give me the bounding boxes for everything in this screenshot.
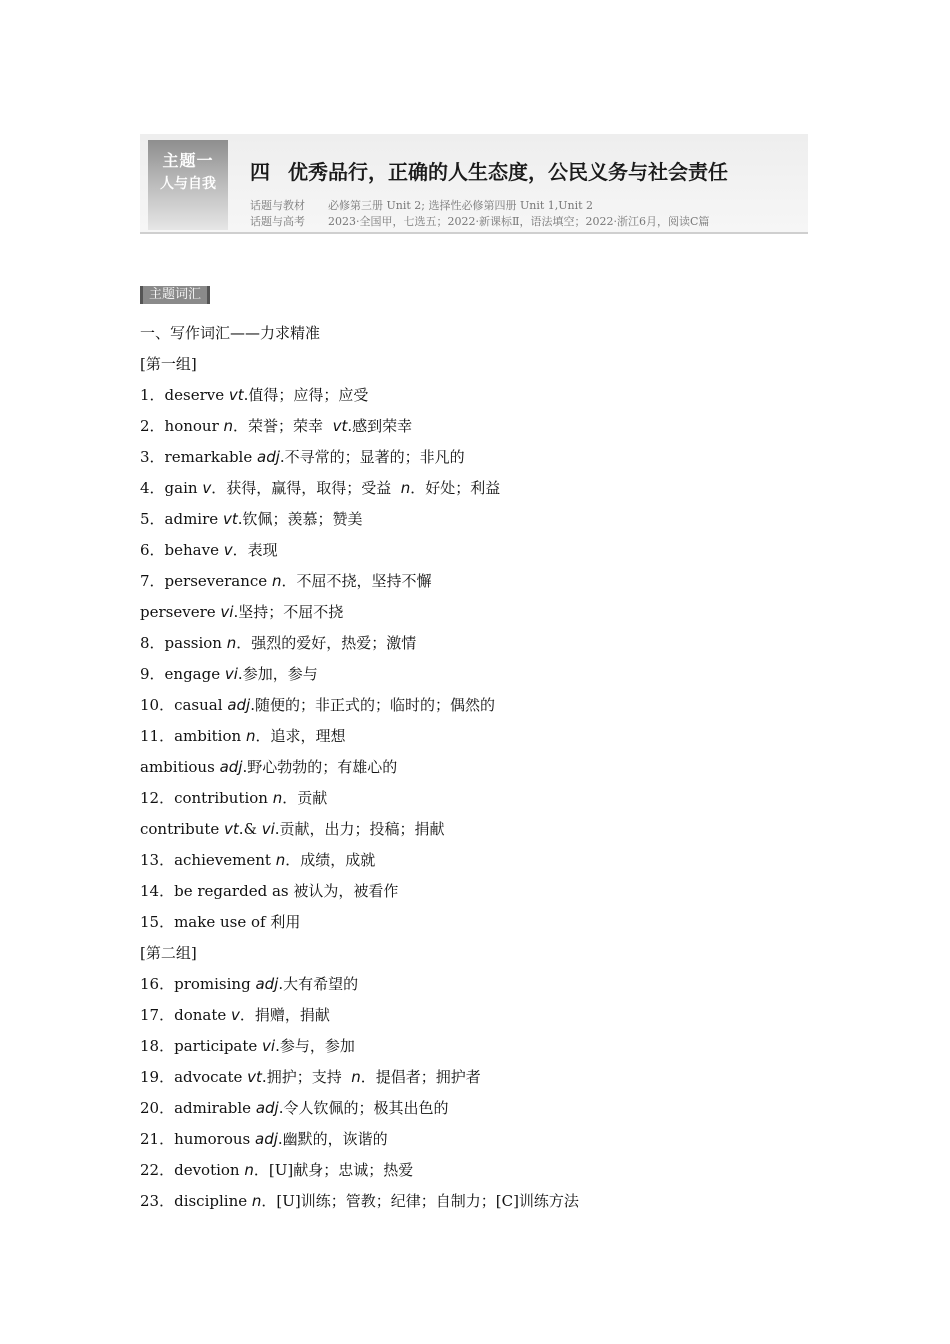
- vocab-text: 7．perseverance: [140, 572, 272, 590]
- vocab-text: ．获得，赢得，取得；受益: [211, 479, 401, 497]
- part-of-speech: n: [275, 851, 286, 869]
- vocab-line: [140, 721, 579, 752]
- part-of-speech: n: [223, 417, 234, 435]
- vocab-text: ．[U]献身；忠诚；热爱: [253, 1161, 414, 1179]
- vocab-text: 11．ambition: [140, 727, 246, 745]
- vocab-line: [140, 380, 579, 411]
- title-number: 四: [250, 160, 270, 184]
- vocab-text: .野心勃勃的；有雄心的: [242, 758, 398, 776]
- vocab-text: ambitious: [140, 758, 220, 776]
- part-of-speech: vi: [220, 603, 234, 621]
- part-of-speech: n: [351, 1068, 361, 1086]
- part-of-speech: v: [231, 1006, 240, 1024]
- theme-tag-line2: 人与自我: [160, 176, 216, 192]
- vocab-text: 15．make use of 利用: [140, 913, 301, 931]
- vocab-line: [140, 690, 579, 721]
- topic-banner: [140, 134, 808, 234]
- vocab-text: 12．contribution: [140, 789, 273, 807]
- vocab-text: .不寻常的；显著的；非凡的: [279, 448, 465, 466]
- vocab-text: contribute: [140, 820, 225, 838]
- page-title: [250, 156, 728, 185]
- vocab-text: ．不屈不挠，坚持不懈: [281, 572, 432, 590]
- part-of-speech: adj: [255, 1130, 278, 1148]
- part-of-speech: v: [223, 541, 233, 559]
- part-of-speech: n: [226, 634, 237, 652]
- vocab-text: 18．participate: [140, 1037, 263, 1055]
- vocab-line: [140, 1124, 579, 1155]
- vocab-text: 21．humorous: [140, 1130, 255, 1148]
- vocab-text: .&: [238, 820, 262, 838]
- meta-value: 2023·全国甲，七选五；2022·新课标Ⅱ，语法填空；2022·浙江6月，阅读C篇: [328, 215, 710, 228]
- vocab-text: .大有希望的: [278, 975, 359, 993]
- vocab-line: [140, 1000, 579, 1031]
- vocab-text: 6．behave: [140, 541, 224, 559]
- vocab-text: 19．advocate: [140, 1068, 248, 1086]
- vocab-text: 14．be regarded as 被认为，被看作: [140, 882, 399, 900]
- vocab-line: [140, 597, 579, 628]
- vocab-line: [140, 411, 579, 442]
- vocab-line: [140, 1062, 579, 1093]
- part-of-speech: adj: [227, 696, 251, 714]
- vocab-text: .钦佩；羡慕；赞美: [237, 510, 363, 528]
- vocab-line: [140, 659, 579, 690]
- vocab-line: [140, 442, 579, 473]
- part-of-speech: n: [244, 1161, 254, 1179]
- vocab-line: [140, 504, 579, 535]
- part-of-speech: n: [272, 789, 283, 807]
- vocab-text: ．贡献: [282, 789, 328, 807]
- vocab-text: [第一组]: [140, 355, 197, 373]
- vocab-line: [140, 845, 579, 876]
- meta-key: 话题与教材: [250, 199, 305, 212]
- vocab-line: [140, 535, 579, 566]
- part-of-speech: vt: [332, 417, 348, 435]
- vocab-line: [140, 969, 579, 1000]
- vocab-line: [140, 628, 579, 659]
- part-of-speech: adj: [255, 975, 279, 993]
- part-of-speech: vi: [224, 665, 238, 683]
- vocab-text: .拥护；支持: [261, 1068, 352, 1086]
- vocab-text: .随便的；非正式的；临时的；偶然的: [250, 696, 495, 714]
- part-of-speech: adj: [257, 448, 280, 466]
- vocab-text: 5．admire: [140, 510, 223, 528]
- vocab-text: ．捐赠，捐献: [239, 1006, 330, 1024]
- vocab-text: 20．admirable: [140, 1099, 256, 1117]
- part-of-speech: vt: [247, 1068, 262, 1086]
- part-of-speech: n: [400, 479, 411, 497]
- part-of-speech: vt: [228, 386, 244, 404]
- vocab-line: [140, 814, 579, 845]
- part-of-speech: n: [271, 572, 282, 590]
- part-of-speech: vt: [222, 510, 238, 528]
- vocab-line: [140, 473, 579, 504]
- vocab-text: .坚持；不屈不挠: [233, 603, 344, 621]
- vocab-line: [140, 1031, 579, 1062]
- vocab-text: ．成绩，成就: [285, 851, 376, 869]
- vocab-text: 10．casual: [140, 696, 228, 714]
- meta-textbook: [250, 197, 593, 213]
- vocab-text: [第二组]: [140, 944, 197, 962]
- vocab-line: [140, 783, 579, 814]
- vocab-text: ．提倡者；拥护者: [360, 1068, 481, 1086]
- vocab-line: [140, 1093, 579, 1124]
- vocab-line: [140, 752, 579, 783]
- vocab-text: .令人钦佩的；极其出色的: [278, 1099, 449, 1117]
- vocab-text: .幽默的，诙谐的: [277, 1130, 388, 1148]
- vocab-line: [140, 349, 579, 380]
- part-of-speech: adj: [255, 1099, 279, 1117]
- section-heading: 一、写作词汇——力求精准: [140, 324, 321, 342]
- part-of-speech: n: [245, 727, 256, 745]
- vocab-text: ．荣誉；荣幸: [233, 417, 333, 435]
- vocab-line: [140, 876, 579, 907]
- vocab-line: [140, 1155, 579, 1186]
- title-text: 优秀品行，正确的人生态度，公民义务与社会责任: [288, 160, 728, 184]
- vocab-text: ．强烈的爱好，热爱；激情: [236, 634, 417, 652]
- part-of-speech: vt: [224, 820, 239, 838]
- vocabulary-list: [140, 349, 579, 1217]
- vocab-text: 1．deserve: [140, 386, 229, 404]
- vocab-text: .感到荣幸: [347, 417, 413, 435]
- vocab-text: 17．donate: [140, 1006, 231, 1024]
- vocab-line: [140, 566, 579, 597]
- vocab-line: [140, 938, 579, 969]
- part-of-speech: v: [202, 479, 212, 497]
- vocab-text: ．[U]训练；管教；纪律；自制力；[C]训练方法: [261, 1192, 579, 1210]
- theme-tag-line1: 主题一: [162, 151, 214, 170]
- vocab-line: [140, 907, 579, 938]
- vocab-text: 16．promising: [140, 975, 256, 993]
- vocab-text: 9．engage: [140, 665, 225, 683]
- vocab-text: ．追求，理想: [255, 727, 346, 745]
- meta-key: 话题与高考: [250, 215, 305, 228]
- vocab-line: [140, 1186, 579, 1217]
- part-of-speech: vi: [262, 1037, 276, 1055]
- vocab-text: 13．achievement: [140, 851, 276, 869]
- part-of-speech: adj: [219, 758, 243, 776]
- vocab-text: 2．honour: [140, 417, 224, 435]
- theme-tag: [148, 140, 228, 230]
- vocab-text: 23．discipline: [140, 1192, 252, 1210]
- vocab-text: 3．remarkable: [140, 448, 258, 466]
- part-of-speech: vi: [261, 820, 275, 838]
- vocab-text: 4．gain: [140, 479, 203, 497]
- section-tag: 主题词汇: [140, 286, 210, 304]
- vocab-text: .值得；应得；应受: [243, 386, 369, 404]
- vocab-text: .贡献，出力；投稿；捐献: [274, 820, 445, 838]
- vocab-text: 8．passion: [140, 634, 227, 652]
- vocab-text: .参加，参与: [237, 665, 318, 683]
- vocab-text: .参与，参加: [275, 1037, 355, 1055]
- vocab-text: ．好处；利益: [410, 479, 501, 497]
- vocab-text: persevere: [140, 603, 221, 621]
- part-of-speech: n: [251, 1192, 262, 1210]
- meta-exam: [250, 213, 709, 229]
- meta-value: 必修第三册 Unit 2; 选择性必修第四册 Unit 1,Unit 2: [328, 199, 594, 212]
- vocab-text: ．表现: [232, 541, 278, 559]
- vocab-text: 22．devotion: [140, 1161, 245, 1179]
